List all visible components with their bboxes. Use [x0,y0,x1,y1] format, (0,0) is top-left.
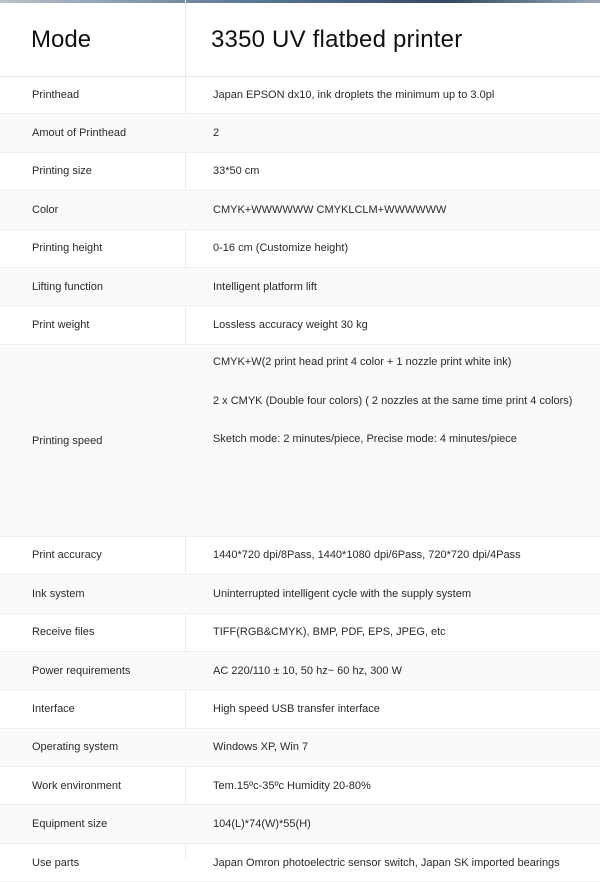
spec-label: Printing height [32,242,103,255]
spec-table-header [0,3,600,77]
spec-label: Printing size [32,165,92,178]
spec-label: Printhead [32,88,80,101]
spec-row-ink-system [0,575,600,613]
spec-label: Equipment size [32,818,108,831]
spec-label: Lifting function [32,280,103,293]
spec-row-print-accuracy [0,537,600,575]
spec-value-line: Sketch mode: 2 minutes/piece, Precise mode: 4 minutes/piece [213,432,517,445]
spec-value: Lossless accuracy weight 30 kg [213,319,368,332]
spec-row-work-environment [0,767,600,805]
spec-row-power-requirements [0,652,600,690]
spec-row-receive-files [0,614,600,652]
spec-label: Operating system [32,741,119,754]
spec-row-printing-size [0,153,600,191]
spec-value-line: 2 x CMYK (Double four colors) ( 2 nozzles at the same time print 4 colors) [213,394,573,407]
spec-row-printing-height [0,230,600,268]
spec-row-equipment-size [0,805,600,843]
spec-value: 104(L)*74(W)*55(H) [213,818,311,831]
spec-label: Power requirements [32,664,131,677]
spec-row-color [0,191,600,229]
spec-value: TIFF(RGB&CMYK), BMP, PDF, EPS, JPEG, etc [213,626,446,639]
spec-value: Windows XP, Win 7 [213,741,309,754]
spec-row-printing-speed [0,345,600,537]
spec-label: Print weight [32,319,90,332]
spec-label: Print accuracy [32,549,102,562]
spec-label: Use parts [32,856,80,869]
spec-value: 1440*720 dpi/8Pass, 1440*1080 dpi/6Pass, 720*720 dpi/4Pass [213,549,521,562]
spec-value: CMYK+WWWWWW CMYKLCLM+WWWWWW [213,203,447,216]
spec-row-printhead [0,76,600,114]
spec-value: High speed USB transfer interface [213,702,380,715]
spec-value: Tem.15ºc-35ºc Humidity 20-80% [213,779,371,792]
spec-label: Color [32,203,59,216]
spec-value: Japan Omron photoelectric sensor switch, Japan SK imported bearings [213,856,560,869]
spec-label: Receive files [32,626,95,639]
spec-value: Uninterrupted intelligent cycle with the supply system [213,587,472,600]
spec-value: 2 [213,127,220,140]
spec-row-lifting-function [0,268,600,306]
spec-label: Printing speed [32,434,103,447]
spec-label: Interface [32,702,75,715]
model-name-heading: 3350 UV flatbed printer [211,25,463,53]
spec-row-operating-system [0,729,600,767]
spec-row-print-weight [0,306,600,344]
spec-row-interface [0,690,600,728]
spec-value: AC 220/110 ± 10, 50 hz~ 60 hz, 300 W [213,664,402,677]
spec-value-line: CMYK+W(2 print head print 4 color + 1 nozzle print white ink) [213,355,512,368]
spec-row-amount-printhead [0,114,600,152]
spec-value: 33*50 cm [213,165,260,178]
mode-heading: Mode [31,25,92,53]
spec-label: Ink system [32,587,85,600]
spec-label: Work environment [32,779,122,792]
spec-label: Amout of Printhead [32,127,127,140]
spec-value: Intelligent platform lift [213,280,317,293]
spec-value: 0-16 cm (Customize height) [213,242,349,255]
spec-value: Japan EPSON dx10, ink droplets the minimum up to 3.0pl [213,88,495,101]
spec-table [0,76,600,882]
spec-row-use-parts [0,844,600,882]
